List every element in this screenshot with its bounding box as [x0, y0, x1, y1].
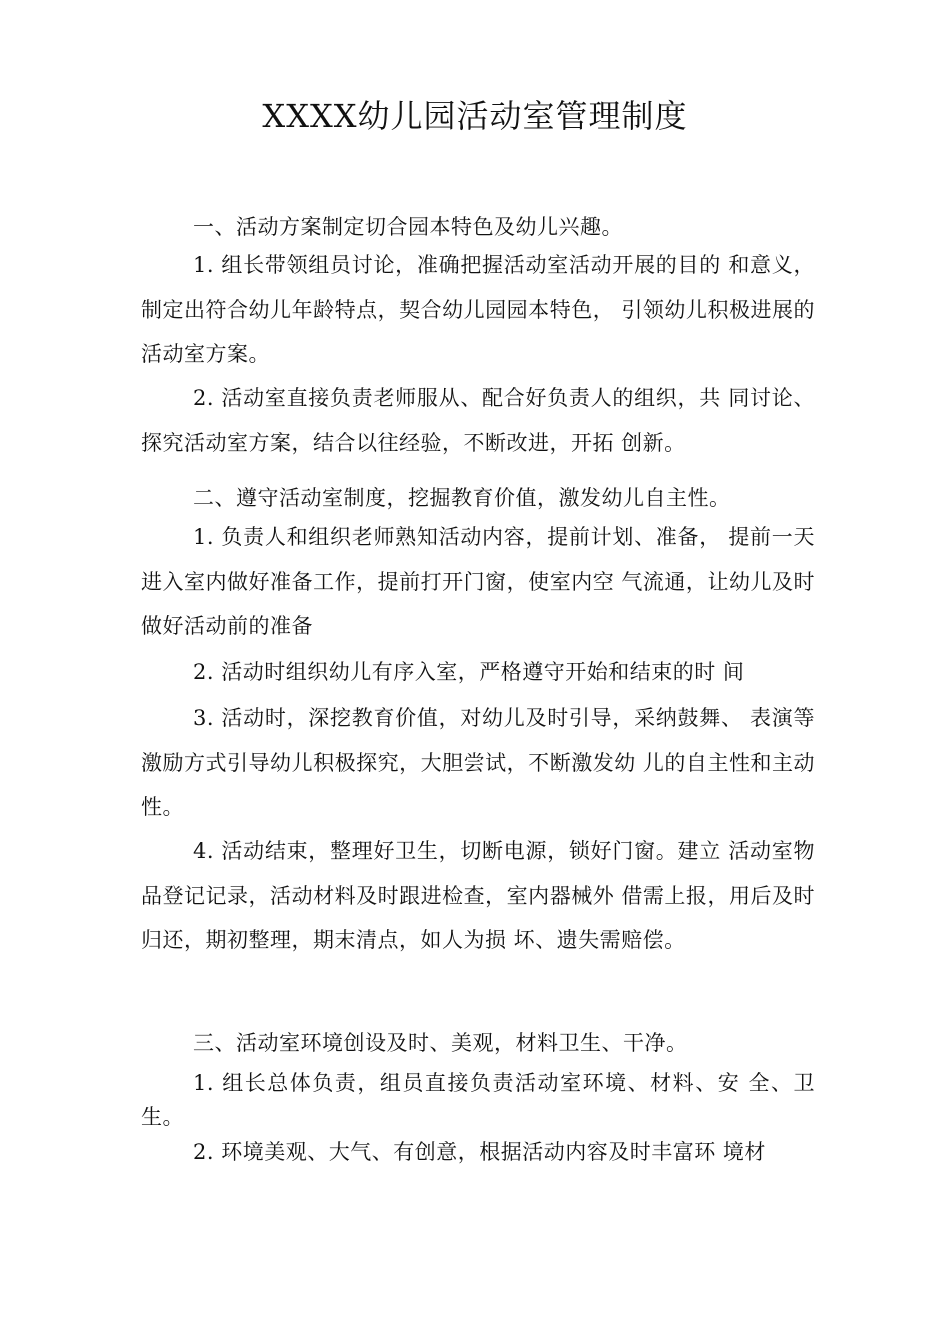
- document-title: XXXX幼儿园活动室管理制度: [262, 97, 688, 135]
- paragraph: 2. 活动室直接负责老师服从、配合好负责人的组织，共 同讨论、探究活动室方案，结合以往经验，不断改进，开拓 创新。: [141, 386, 815, 455]
- section-heading-2: 二、遵守活动室制度，挖掘教育价值，激发幼儿自主性。: [193, 486, 731, 510]
- paragraph: 2. 活动时组织幼儿有序入室，严格遵守开始和结束的时 间: [193, 660, 745, 684]
- paragraph: 1. 组长总体负责，组员直接负责活动室环境、材料、安 全、卫生。: [141, 1071, 815, 1129]
- paragraph: 3. 活动时，深挖教育价值，对幼儿及时引导，采纳鼓舞、 表演等激励方式引导幼儿积极探究，大胆尝试，不断激发幼 儿的自主性和主动性。: [141, 706, 815, 820]
- paragraph: 1. 负责人和组织老师熟知活动内容，提前计划、准备， 提前一天进入室内做好准备工作，提前打开门窗，使室内空 气流通，让幼儿及时做好活动前的准备: [141, 525, 815, 639]
- paragraph: 2. 环境美观、大气、有创意，根据活动内容及时丰富环 境材: [193, 1140, 766, 1164]
- paragraph: 1. 组长带领组员讨论，准确把握活动室活动开展的目的 和意义，制定出符合幼儿年龄特点，契合幼儿园园本特色， 引领幼儿积极进展的活动室方案。: [141, 253, 815, 367]
- paragraph: 4. 活动结束，整理好卫生，切断电源，锁好门窗。建立 活动室物品登记记录，活动材料及时跟进检查，室内器械外 借需上报，用后及时归还，期初整理，期末清点，如人为损 坏、遗失需赔偿。: [141, 839, 815, 953]
- section-heading-1: 一、活动方案制定切合园本特色及幼儿兴趣。: [193, 215, 623, 239]
- section-heading-3: 三、活动室环境创设及时、美观，材料卫生、干净。: [193, 1031, 688, 1055]
